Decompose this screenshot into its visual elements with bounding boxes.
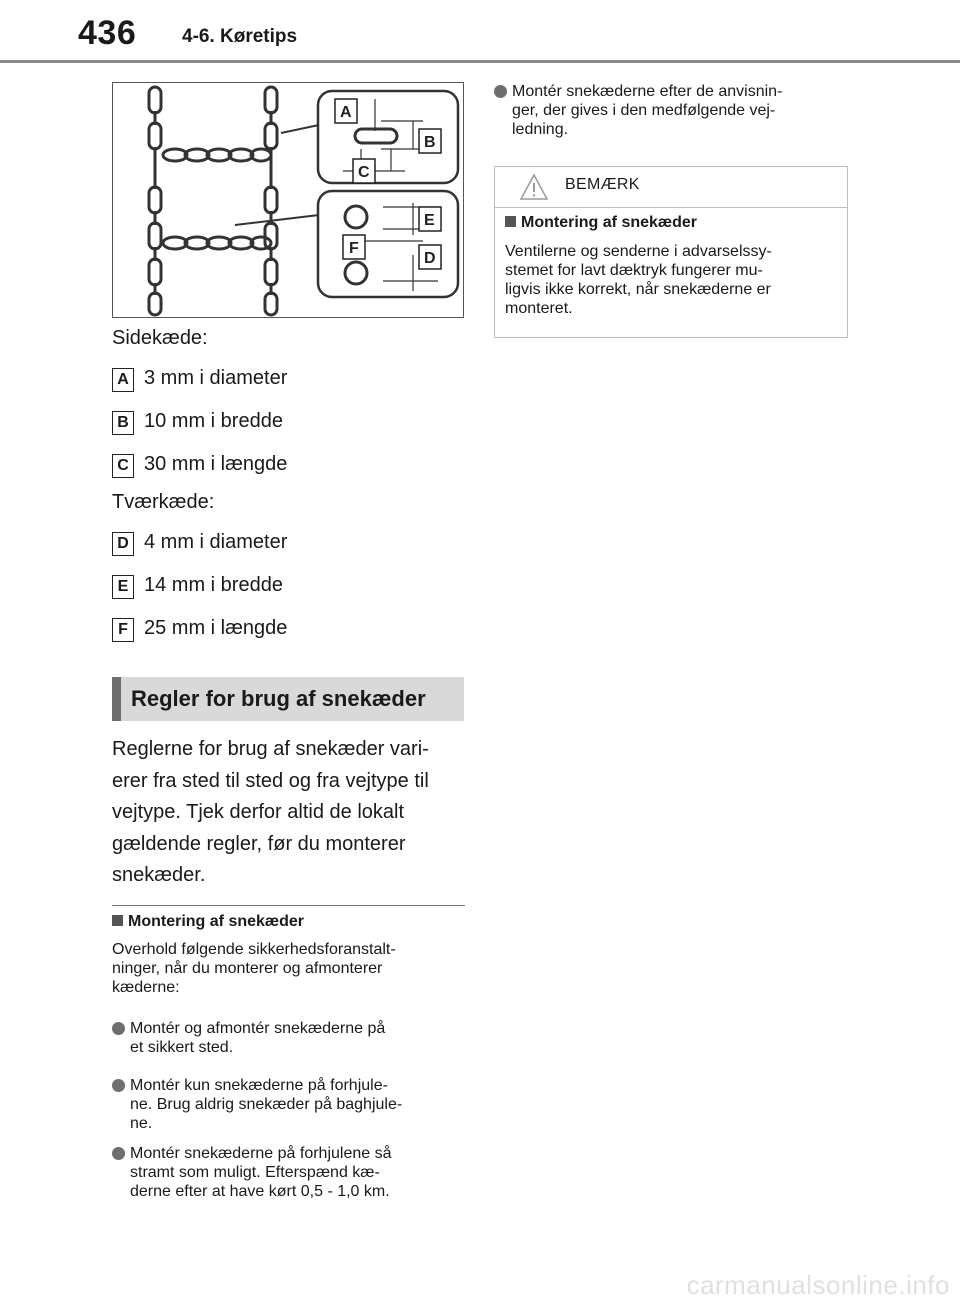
spec-tag: A xyxy=(112,368,134,392)
bullet-dot-icon xyxy=(112,1147,125,1160)
watermark: carmanualsonline.info xyxy=(686,1270,950,1300)
bullet-dot-icon xyxy=(494,85,507,98)
callout-A: A xyxy=(340,104,352,121)
bullet-dot-icon xyxy=(112,1079,125,1092)
notice-title: BEMÆRK xyxy=(565,176,640,193)
bullet-dot-icon xyxy=(112,1022,125,1035)
rules-line: Reglerne for brug af snekæder vari- xyxy=(112,738,429,760)
notice-text: Ventilerne og senderne i advarselssy- stemet for lavt dæktryk fungerer mu- ligvis ikke korrekt, når snekæderne er monteret. xyxy=(505,243,772,317)
mounting-heading: Montering af snekæder xyxy=(112,913,304,931)
rules-paragraph xyxy=(112,734,467,892)
callout-E: E xyxy=(424,212,435,229)
page-header xyxy=(0,0,960,64)
spec-text: 3 mm i diameter xyxy=(144,367,288,389)
section-divider xyxy=(112,905,465,906)
warning-triangle-icon xyxy=(519,173,549,201)
rules-line: snekæder. xyxy=(112,864,206,886)
cross-chain-title: Tværkæde: xyxy=(112,491,215,513)
rules-heading: Regler for brug af snekæder xyxy=(112,677,464,721)
square-bullet-icon xyxy=(112,915,123,926)
square-bullet-icon xyxy=(505,216,516,227)
notice-box xyxy=(494,166,848,338)
spec-text: 25 mm i længde xyxy=(144,617,288,639)
list-item: Montér og afmontér snekæderne på et sikkert sted. xyxy=(112,1019,472,1057)
callout-D: D xyxy=(424,250,436,267)
spec-text: 30 mm i længde xyxy=(144,453,288,475)
page-number: 436 xyxy=(78,14,137,52)
snow-chain-illustration xyxy=(113,83,465,319)
spec-tag: C xyxy=(112,454,134,478)
callout-F: F xyxy=(349,240,359,257)
spec-text: 4 mm i diameter xyxy=(144,531,288,553)
spec-text: 14 mm i bredde xyxy=(144,574,283,596)
rules-line: gældende regler, før du monterer xyxy=(112,832,406,855)
section-title: 4-6. Køretips xyxy=(182,26,298,47)
list-item: Montér kun snekæderne på forhjule- ne. Brug aldrig snekæder på baghjule- ne. xyxy=(112,1076,472,1133)
spec-tag: E xyxy=(112,575,134,599)
snow-chain-figure xyxy=(112,82,464,318)
callout-B: B xyxy=(424,134,436,151)
list-item: Montér snekæderne på forhjulene så stramt som muligt. Efterspænd kæ- derne efter at have kørt 0,5 - 1,0 km. xyxy=(112,1144,472,1201)
side-chain-title: Sidekæde: xyxy=(112,327,208,349)
rules-line: vejtype. Tjek derfor altid de lokalt xyxy=(112,801,405,823)
spec-text: 10 mm i bredde xyxy=(144,410,283,432)
list-item: Montér snekæderne efter de anvisnin- ger, der gives i den medfølgende vej- ledning. xyxy=(494,82,854,139)
spec-tag: F xyxy=(112,618,134,642)
notice-heading: Montering af snekæder xyxy=(505,214,697,232)
mounting-intro: Overhold følgende sikkerhedsforanstalt- ninger, når du monterer og afmonterer kæderne: xyxy=(112,941,396,996)
rules-line: erer fra sted til sted og fra vejtype til xyxy=(112,769,429,792)
spec-tag: D xyxy=(112,532,134,556)
notice-header xyxy=(495,167,847,208)
spec-tag: B xyxy=(112,411,134,435)
header-divider xyxy=(0,60,960,63)
callout-C: C xyxy=(358,164,370,181)
